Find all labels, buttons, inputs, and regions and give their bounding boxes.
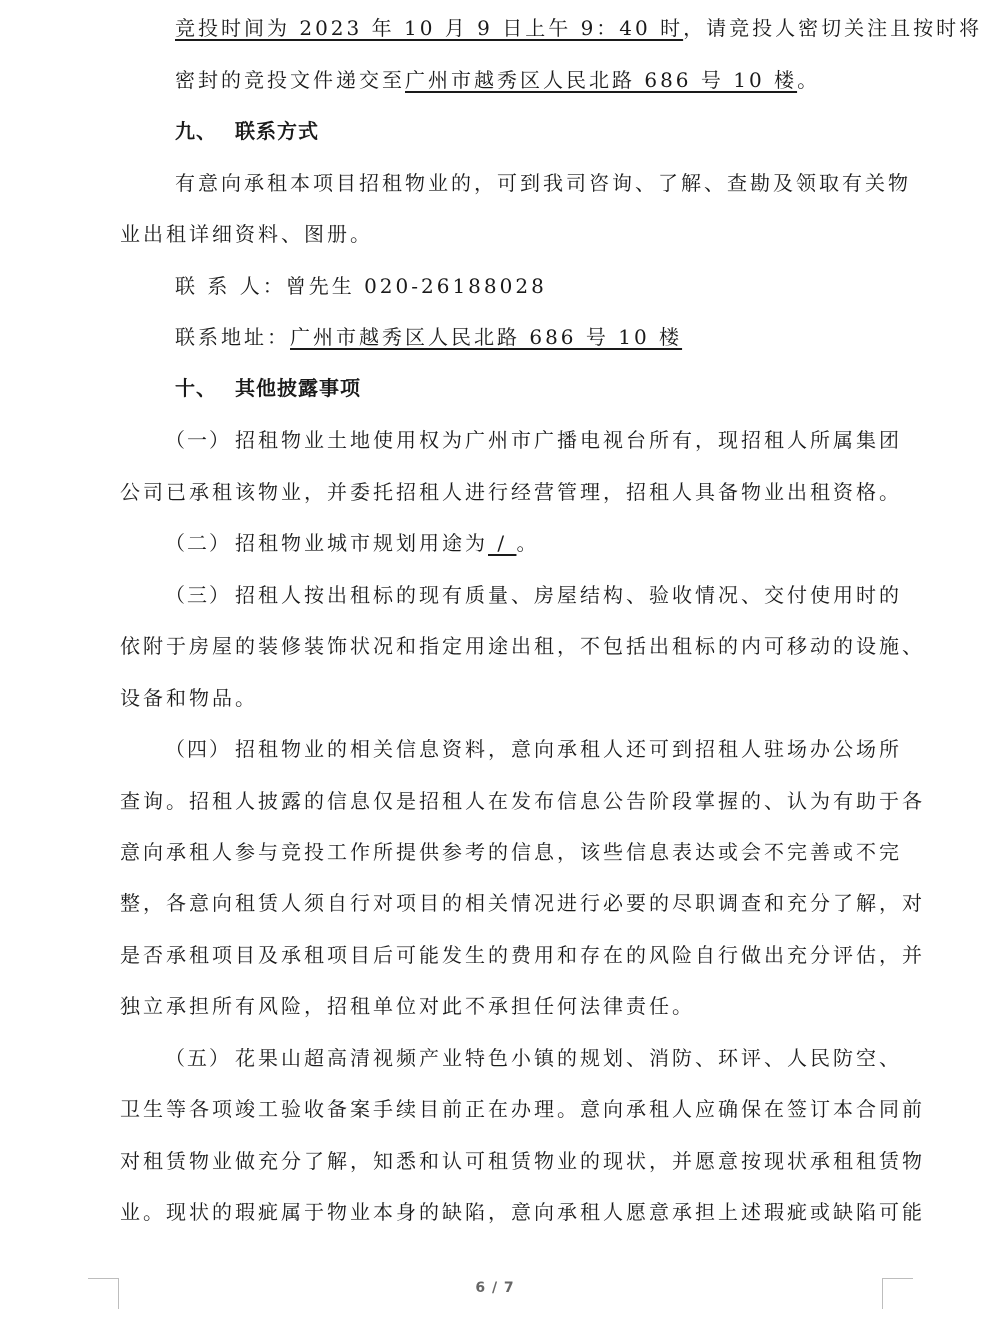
paragraph-line: 设备和物品。 xyxy=(120,686,258,710)
paragraph-line: 业。现状的瑕疵属于物业本身的缺陷，意向承租人愿意承担上述瑕疵或缺陷可能 xyxy=(120,1200,925,1224)
paragraph-line: 业出租详细资料、图册。 xyxy=(120,222,373,246)
item-text: 招租人按出租标的现有质量、房屋结构、验收情况、交付使用时的 xyxy=(235,583,902,607)
bid-time-value: 竞投时间为 2023 年 10 月 9 日上午 9：40 时 xyxy=(175,16,684,40)
paragraph-line: 意向承租人参与竞投工作所提供参考的信息，该些信息表达或会不完善或不完 xyxy=(120,840,902,864)
item-tag: （二） xyxy=(165,531,231,555)
section-title: 联系方式 xyxy=(235,119,319,143)
item-end: 。 xyxy=(516,531,540,555)
item-text: 招租物业的相关信息资料，意向承租人还可到招租人驻场办公场所 xyxy=(235,737,902,761)
paragraph-line: 公司已承租该物业，并委托招租人进行经营管理，招租人具备物业出租资格。 xyxy=(120,480,902,504)
line-submit-address xyxy=(175,68,820,92)
item-3-line xyxy=(165,583,902,607)
item-tag: （五） xyxy=(165,1046,231,1070)
contact-person: 联 系 人：曾先生 020-26188028 xyxy=(175,274,547,298)
item-1-line xyxy=(165,428,902,452)
paragraph-line: 整，各意向租赁人须自行对项目的相关情况进行必要的尽职调查和充分了解，对 xyxy=(120,891,925,915)
paragraph-line: 有意向承租本项目招租物业的，可到我司咨询、了解、查勘及领取有关物 xyxy=(175,171,911,195)
contact-address xyxy=(175,325,682,349)
paragraph-line: 对租赁物业做充分了解，知悉和认可租赁物业的现状，并愿意按现状承租租赁物 xyxy=(120,1149,925,1173)
submit-address-value: 广州市越秀区人民北路 686 号 10 楼 xyxy=(405,68,798,92)
planned-use-value: / xyxy=(488,531,517,555)
item-text: 招租物业城市规划用途为 xyxy=(235,531,488,555)
item-text: 招租物业土地使用权为广州市广播电视台所有，现招租人所属集团 xyxy=(235,428,902,452)
section-number: 九、 xyxy=(175,119,217,143)
paragraph-line: 查询。招租人披露的信息仅是招租人在发布信息公告阶段掌握的、认为有助于各 xyxy=(120,789,925,813)
section-number: 十、 xyxy=(175,376,217,400)
item-tag: （一） xyxy=(165,428,231,452)
paragraph-line: 独立承担所有风险，招租单位对此不承担任何法律责任。 xyxy=(120,994,695,1018)
item-tag: （三） xyxy=(165,583,231,607)
item-tag: （四） xyxy=(165,737,231,761)
contact-address-label: 联系地址： xyxy=(175,325,290,349)
item-2-line xyxy=(165,531,539,555)
section-title: 其他披露事项 xyxy=(235,376,361,400)
submit-text: 密封的竞投文件递交至 xyxy=(175,68,405,92)
item-4-line xyxy=(165,737,902,761)
bid-time-rest: ，请竞投人密切关注且按时将 xyxy=(683,16,983,40)
item-5-line xyxy=(165,1046,902,1070)
section-heading-10 xyxy=(175,376,361,400)
submit-end: 。 xyxy=(797,68,821,92)
item-text: 花果山超高清视频产业特色小镇的规划、消防、环评、人民防空、 xyxy=(235,1046,902,1070)
section-heading-9 xyxy=(175,119,319,143)
contact-address-value: 广州市越秀区人民北路 686 号 10 楼 xyxy=(290,325,683,349)
paragraph-line: 是否承租项目及承租项目后可能发生的费用和存在的风险自行做出充分评估，并 xyxy=(120,943,925,967)
paragraph-line: 卫生等各项竣工验收备案手续目前正在办理。意向承租人应确保在签订本合同前 xyxy=(120,1097,925,1121)
page-number: 6 / 7 xyxy=(475,1280,515,1296)
line-bid-time xyxy=(175,16,982,40)
paragraph-line: 依附于房屋的装修装饰状况和指定用途出租，不包括出租标的内可移动的设施、 xyxy=(120,634,925,658)
